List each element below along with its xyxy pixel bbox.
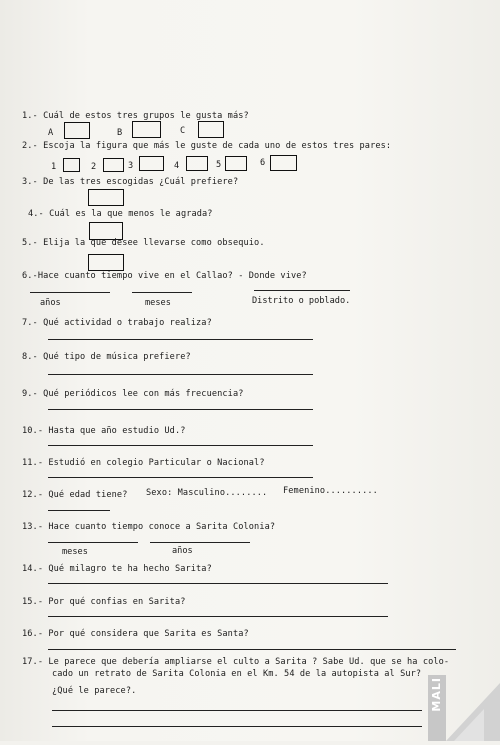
known-months-answer-line[interactable] [48, 542, 138, 543]
opinion-answer-line-1[interactable] [52, 710, 422, 711]
activity-answer-line[interactable] [48, 339, 313, 340]
trust-answer-line[interactable] [48, 616, 388, 617]
question-13: 13.- Hace cuanto tiempo conoce a Sarita Colonia? [22, 522, 276, 532]
miracle-answer-line[interactable] [48, 583, 388, 584]
group-b-label: B [117, 128, 123, 138]
question-7: 7.- Qué actividad o trabajo realiza? [22, 318, 212, 328]
pair-4-label: 4 [174, 161, 180, 171]
district-label: Distrito o poblado. [252, 296, 351, 306]
newspapers-answer-line[interactable] [48, 409, 313, 410]
question-9: 9.- Qué periódicos lee con más frecuencia? [22, 389, 244, 399]
question-11: 11.- Estudió en colegio Particular o Nacional? [22, 458, 265, 468]
years-answer-line[interactable] [30, 292, 110, 293]
question-10: 10.- Hasta que año estudio Ud.? [22, 426, 186, 436]
question-15: 15.- Por qué confias en Sarita? [22, 597, 186, 607]
question-12-sex-female: Femenino.......... [283, 486, 378, 496]
question-5: 5.- Elija la que desee llevarse como obsequio. [22, 238, 265, 248]
years-label: años [40, 298, 61, 308]
question-17-line-3: ¿Qué le parece?. [52, 686, 137, 696]
question-16: 16.- Por qué considera que Sarita es Santa? [22, 629, 249, 639]
gift-figure-box[interactable] [88, 254, 124, 271]
question-14: 14.- Qué milagro te ha hecho Sarita? [22, 564, 212, 574]
opinion-answer-line-2[interactable] [52, 726, 422, 727]
pair-2-label: 2 [91, 162, 97, 172]
months-label: meses [145, 298, 171, 308]
school-answer-line[interactable] [48, 477, 313, 478]
question-1: 1.- Cuál de estos tres grupos le gusta más? [22, 111, 249, 121]
pair-3-label: 3 [128, 161, 134, 171]
known-years-label: años [172, 546, 193, 556]
group-c-box[interactable] [198, 121, 224, 138]
known-years-answer-line[interactable] [150, 542, 250, 543]
pair-6-box[interactable] [270, 155, 297, 171]
district-answer-line[interactable] [254, 290, 350, 291]
mali-watermark-text: MALI [430, 677, 443, 712]
pair-3-box[interactable] [139, 156, 164, 171]
question-2: 2.- Escoja la figura que más le guste de cada uno de estos tres pares: [22, 141, 392, 151]
group-a-label: A [48, 128, 54, 138]
preferred-figure-box[interactable] [88, 189, 124, 206]
question-12-age: 12.- Qué edad tiene? [22, 490, 128, 500]
age-answer-line[interactable] [48, 510, 110, 511]
pair-4-box[interactable] [186, 156, 208, 171]
pair-1-box[interactable] [63, 158, 80, 172]
question-17-line-2: cado un retrato de Sarita Colonia en el Km. 54 de la autopista al Sur? [52, 669, 422, 679]
group-a-box[interactable] [64, 122, 90, 139]
education-answer-line[interactable] [48, 445, 313, 446]
pair-2-box[interactable] [103, 158, 124, 172]
pair-1-label: 1 [51, 162, 57, 172]
group-b-box[interactable] [132, 121, 161, 138]
group-c-label: C [180, 126, 186, 136]
saint-answer-line[interactable] [48, 649, 456, 650]
question-6: 6.-Hace cuanto tiempo vive en el Callao? - Donde vive? [22, 271, 307, 281]
question-3: 3.- De las tres escogidas ¿Cuál prefiere? [22, 177, 239, 187]
music-answer-line[interactable] [48, 374, 313, 375]
months-answer-line[interactable] [132, 292, 192, 293]
question-4: 4.- Cuál es la que menos le agrada? [28, 209, 213, 219]
question-8: 8.- Qué tipo de música prefiere? [22, 352, 191, 362]
pair-6-label: 6 [260, 158, 266, 168]
question-17-line-1: 17.- Le parece que debería ampliarse el culto a Sarita ? Sabe Ud. que se ha colo- [22, 657, 450, 667]
pair-5-label: 5 [216, 160, 222, 170]
question-12-sex-male: Sexo: Masculino........ [146, 488, 268, 498]
mali-watermark-logo [420, 671, 500, 741]
pair-5-box[interactable] [225, 156, 247, 171]
known-months-label: meses [62, 547, 88, 557]
